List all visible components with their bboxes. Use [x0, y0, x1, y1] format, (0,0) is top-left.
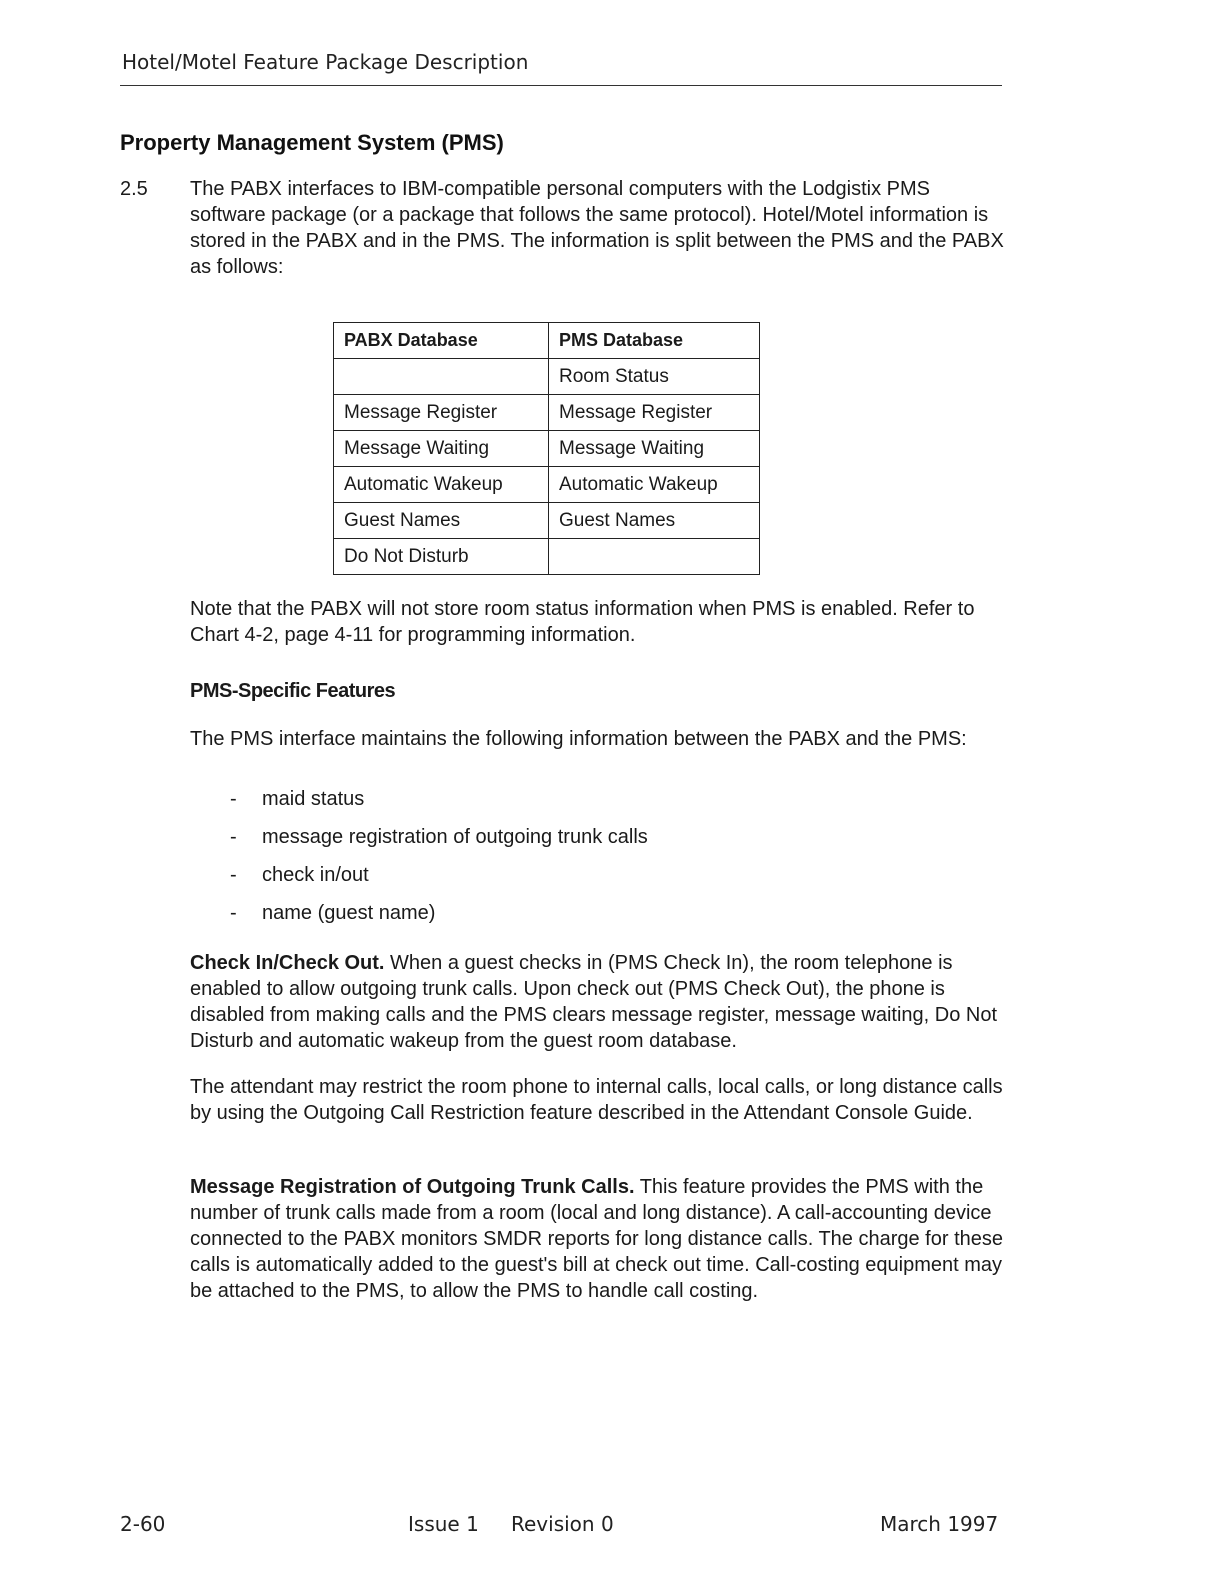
table-cell: Do Not Disturb: [334, 539, 549, 575]
table-cell: Guest Names: [334, 503, 549, 539]
bullet-marker: -: [230, 864, 237, 886]
bullet-marker: -: [230, 826, 237, 848]
list-item: [230, 902, 648, 940]
footer-issue: Issue 1: [408, 1512, 479, 1536]
table-cell: [549, 539, 760, 575]
list-item-text: check in/out: [262, 864, 369, 886]
attendant-paragraph: The attendant may restrict the room phone to internal calls, local calls, or long distance calls by using the Outgoing Call Restriction feature described in the Attendant Console Guide.: [190, 1076, 1003, 1124]
checkin-text: When a guest checks in (PMS Check In), the room telephone is enabled to allow outgoing trunk calls. Upon check out (PMS Check Out), the phone is disabled from making calls and the PMS clears message register, message waiting, Do Not Disturb and automatic wakeup from the guest room database.: [190, 952, 998, 1052]
table-cell: Message Waiting: [334, 431, 549, 467]
pms-features-intro: The PMS interface maintains the following information between the PABX and the PMS:: [190, 728, 967, 750]
table-row: [334, 539, 760, 575]
checkin-paragraph: [190, 950, 1005, 1054]
pms-features-heading: PMS-Specific Features: [190, 680, 396, 702]
table-header-pms: PMS Database: [549, 323, 760, 359]
table-cell: Message Waiting: [549, 431, 760, 467]
paragraph-number: 2.5: [120, 178, 148, 200]
table-cell: Automatic Wakeup: [549, 467, 760, 503]
pms-features-list: [230, 788, 648, 940]
message-registration-lead: Message Registration of Outgoing Trunk Calls.: [190, 1176, 635, 1198]
table-row: [334, 503, 760, 539]
bullet-marker: -: [230, 902, 237, 924]
bullet-marker: -: [230, 788, 237, 810]
table-cell: [334, 359, 549, 395]
header-rule: [120, 85, 1002, 86]
section-title: Property Management System (PMS): [120, 130, 504, 155]
list-item-text: name (guest name): [262, 902, 436, 924]
intro-paragraph: The PABX interfaces to IBM-compatible personal computers with the Lodgistix PMS software package (or a package that follows the same protocol). Hotel/Motel information is stored in the PABX and in the PMS. The information is split between the PMS and the PABX as follows:: [190, 178, 1004, 278]
list-item: [230, 788, 648, 826]
table-row: [334, 395, 760, 431]
list-item: [230, 826, 648, 864]
table-row: [334, 359, 760, 395]
message-registration-text: This feature provides the PMS with the number of trunk calls made from a room (local and long distance). A call-accounting device connected to the PABX monitors SMDR reports for long distance calls. The charge for these calls is automatically added to the guest's bill at check out time. Call-costing equipment may be attached to the PMS, to allow the PMS to handle call costing.: [190, 1176, 1003, 1302]
table-header-row: [334, 323, 760, 359]
table-cell: Message Register: [549, 395, 760, 431]
table-cell: Guest Names: [549, 503, 760, 539]
table-row: [334, 431, 760, 467]
table-cell: Room Status: [549, 359, 760, 395]
page-header: Hotel/Motel Feature Package Description: [122, 50, 529, 74]
footer-date: March 1997: [880, 1512, 999, 1536]
table-header-pabx: PABX Database: [334, 323, 549, 359]
footer-page-number: 2-60: [120, 1512, 166, 1536]
note-paragraph: Note that the PABX will not store room status information when PMS is enabled. Refer to Chart 4-2, page 4-11 for programming information.: [190, 598, 975, 646]
message-registration-paragraph: [190, 1174, 1005, 1304]
list-item: [230, 864, 648, 902]
database-table: [333, 322, 760, 575]
table-row: [334, 467, 760, 503]
table-cell: Automatic Wakeup: [334, 467, 549, 503]
list-item-text: maid status: [262, 788, 365, 810]
list-item-text: message registration of outgoing trunk calls: [262, 826, 648, 848]
table-cell: Message Register: [334, 395, 549, 431]
footer-revision: Revision 0: [511, 1512, 614, 1536]
checkin-lead: Check In/Check Out.: [190, 952, 385, 974]
